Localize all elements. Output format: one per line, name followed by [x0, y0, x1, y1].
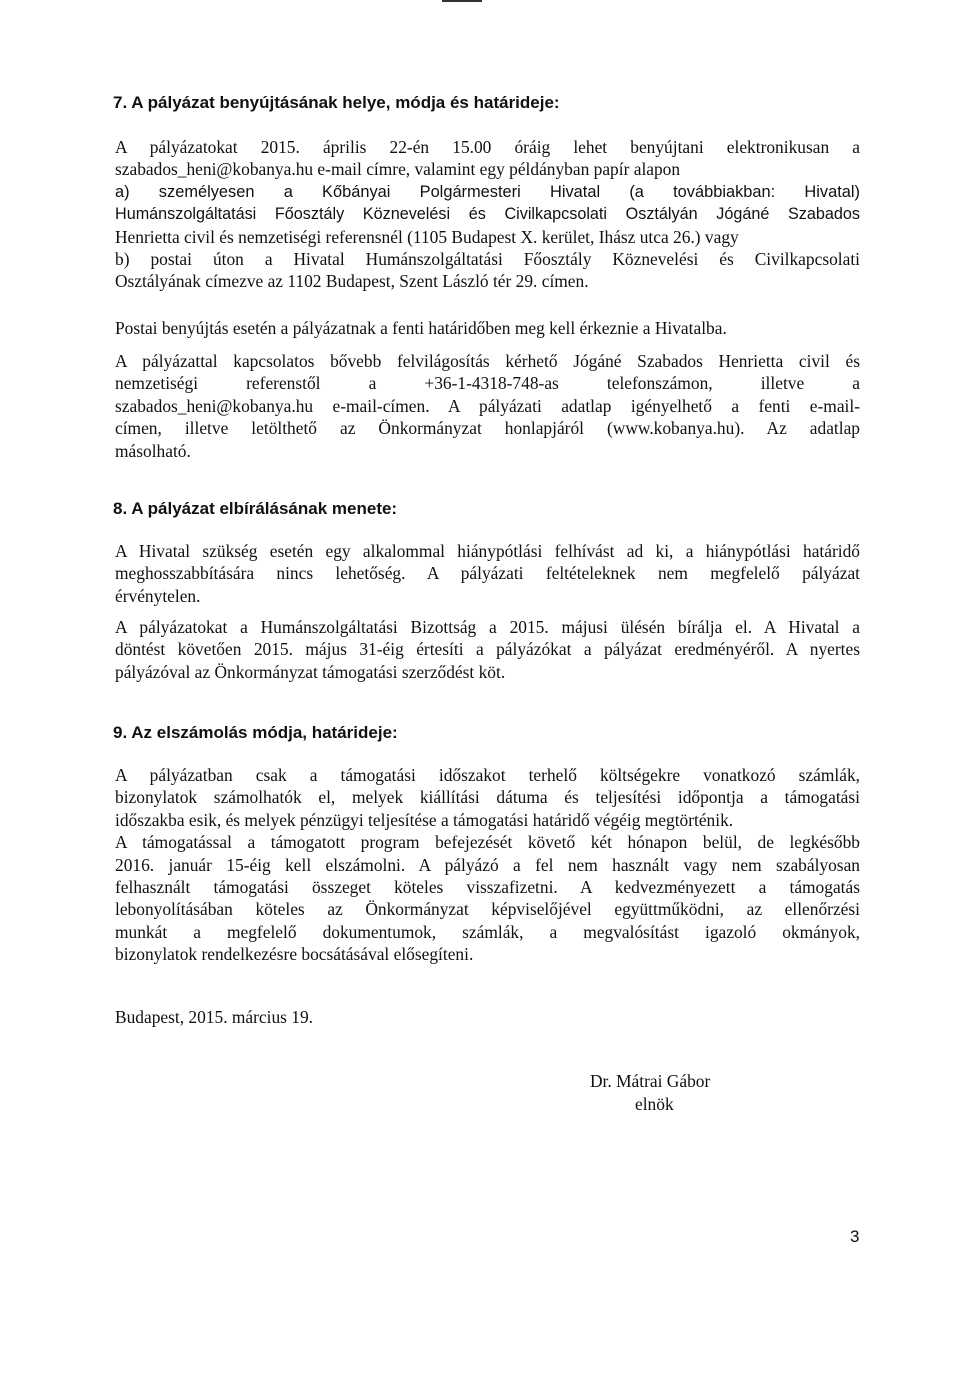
section-7-paragraph-1	[115, 136, 860, 293]
signatory-title: elnök	[635, 1094, 674, 1114]
text-line: lebonyolításában köteles az Önkormányzat képviselőjével együttműködni, az ellenőrzési	[115, 899, 860, 920]
text-line: bizonylatok rendelkezésre bocsátásával elősegíteni.	[115, 944, 474, 965]
text-line: nemzetiségi referenstől a +36-1-4318-748-as telefonszámon, illetve a	[115, 373, 860, 394]
text-line: másolható.	[115, 440, 191, 461]
text-line: érvénytelen.	[115, 585, 201, 606]
text-line: szabados_heni@kobanya.hu e-mail címre, valamint egy példányban papír alapon	[115, 159, 681, 180]
section-9-heading: 9. Az elszámolás módja, határideje:	[113, 723, 398, 742]
text-line: felhasznált támogatási összeget köteles visszafizetni. A kedvezményezett a támogatás	[115, 876, 860, 897]
page-number: 3	[850, 1227, 860, 1246]
section-9-paragraph-1	[115, 764, 860, 966]
section-8-paragraph-1	[115, 540, 860, 607]
place-date-text: Budapest, 2015. március 19.	[115, 1007, 314, 1027]
text-line: meghosszabbítására nincs lehetőség. A pályázati feltételeknek nem megfelelő pályázat	[115, 563, 860, 584]
section-8-heading: 8. A pályázat elbírálásának menete:	[113, 499, 398, 518]
text-line: b) postai úton a Hivatal Humánszolgáltatási Főosztály Köznevelési és Civilkapcsolati	[115, 248, 860, 269]
section-7-heading: 7. A pályázat benyújtásának helye, módja és határideje:	[113, 93, 560, 112]
signature-block	[590, 1070, 710, 1116]
text-line: címen, illetve letölthető az Önkormányzat honlapjáról (www.kobanya.hu). Az adatlap	[115, 418, 860, 439]
scan-mark	[442, 0, 482, 2]
place-date	[115, 1006, 860, 1028]
text-line: A pályázattal kapcsolatos bővebb felvilágosítás kérhető Jógáné Szabados Henrietta civil és	[115, 351, 860, 371]
section-7-paragraph-2	[115, 317, 860, 339]
text-line: A pályázatban csak a támogatási időszakot terhelő költségekre vonatkozó számlák,	[115, 765, 860, 785]
section-8-paragraph-2	[115, 616, 860, 683]
text-line: A Hivatal szükség esetén egy alkalommal hiánypótlási felhívást ad ki, a hiánypótlási határidő	[115, 541, 860, 561]
text-line: Osztályának címezve az 1102 Budapest, Szent László tér 29. címen.	[115, 271, 589, 292]
text-line: szabados_heni@kobanya.hu e-mail-címen. A pályázati adatlap igényelhető a fenti e-mail-	[115, 395, 860, 416]
text-line: Henrietta civil és nemzetiségi referensnél (1105 Budapest X. kerület, Ihász utca 26.) vagy	[115, 226, 739, 247]
text-line: munkát a megfelelő dokumentumok, számlák, a megvalósítást igazoló okmányok,	[115, 921, 860, 942]
text-line: Humánszolgáltatási Főosztály Köznevelési és Civilkapcsolati Osztályán Jógáné Szabados	[115, 205, 860, 224]
text-line: bizonylatok számolhatók el, melyek kiállítási dátuma és teljesítési időpontja a támogatási	[115, 787, 860, 808]
text-line: pályázóval az Önkormányzat támogatási szerződést köt.	[115, 661, 506, 682]
text-line: időszakba esik, és melyek pénzügyi teljesítése a támogatási határidő végéig megtörténik.	[115, 809, 734, 830]
signatory-name: Dr. Mátrai Gábor	[590, 1071, 711, 1091]
text-line: A támogatással a támogatott program befejezését követő két hónapon belül, de legkésőbb	[115, 832, 860, 853]
text-line: döntést követően 2015. május 31-éig értesíti a pályázókat a pályázat eredményéről. A nyertes	[115, 639, 860, 660]
text-line: A pályázatokat a Humánszolgáltatási Bizottság a 2015. májusi ülésén bírálja el. A Hivatal a	[115, 617, 860, 637]
text-line: Postai benyújtás esetén a pályázatnak a fenti határidőben meg kell érkeznie a Hivatalba.	[115, 318, 727, 338]
section-7-paragraph-3	[115, 350, 860, 462]
text-line: A pályázatokat 2015. április 22-én 15.00 óráig lehet benyújtani elektronikusan a	[115, 137, 860, 157]
text-line: 2016. január 15-éig kell elszámolni. A pályázó a fel nem használt vagy nem szabályosan	[115, 854, 860, 875]
text-line: a) személyesen a Kőbányai Polgármesteri Hivatal (a továbbiakban: Hivatal)	[115, 182, 860, 201]
